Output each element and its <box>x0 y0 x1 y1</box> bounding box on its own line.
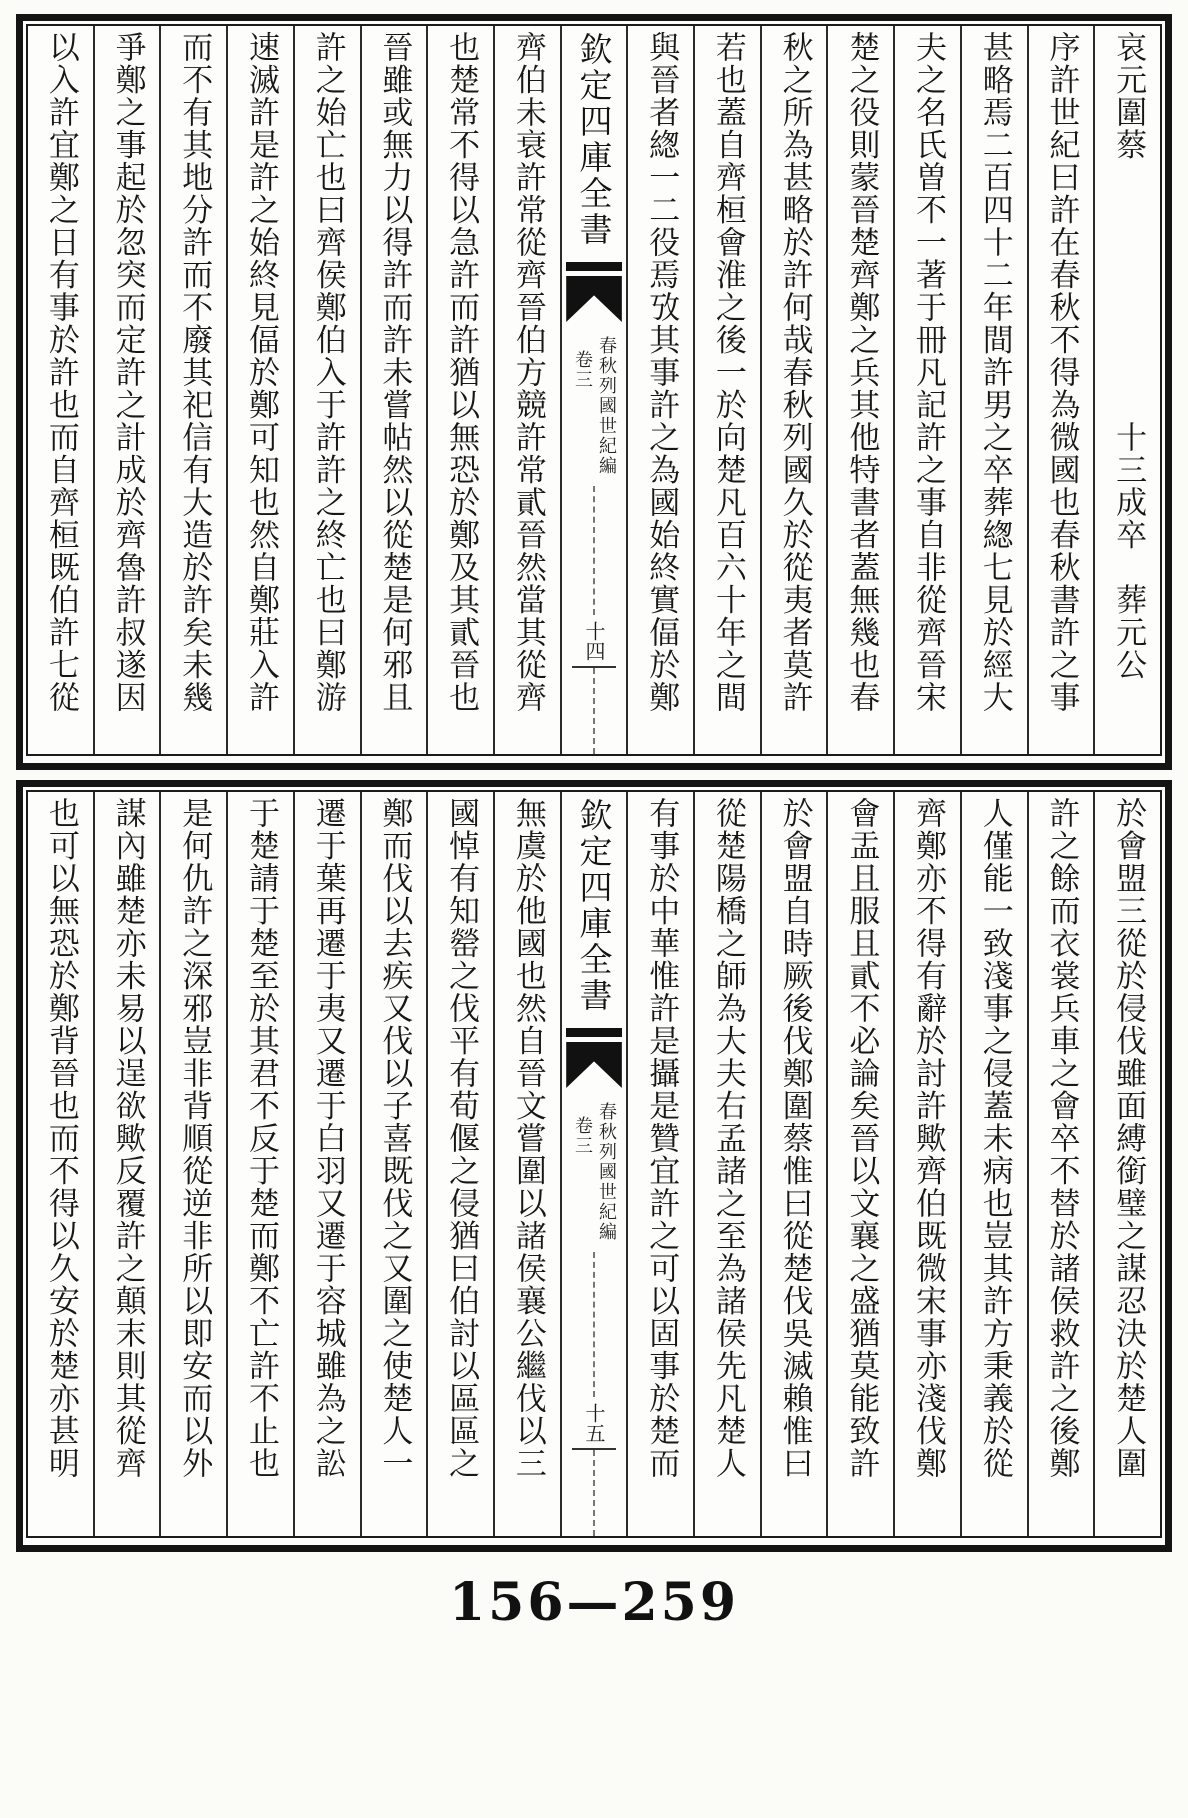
fold-line <box>593 1252 595 1397</box>
column-text: 人僅能一致淺事之侵蓋未病也豈其許方秉義於從 <box>976 797 1013 1480</box>
text-column <box>760 26 827 754</box>
text-column <box>1093 26 1160 754</box>
banxin-center-column <box>560 792 627 1536</box>
text-column <box>626 26 693 754</box>
text-column <box>293 792 360 1536</box>
column-text: 序許世紀曰許在春秋不得為微國也春秋書許之事 <box>1043 31 1080 714</box>
text-column <box>293 26 360 754</box>
text-column <box>426 26 493 754</box>
text-column <box>360 792 427 1536</box>
banxin-bar <box>566 262 622 271</box>
text-column <box>626 792 693 1536</box>
column-text: 而不有其地分許而不廢其祀信有大造於許矣未幾 <box>176 31 213 714</box>
column-text: 也可以無恐於鄭背晉也而不得以久安於楚亦甚明 <box>42 797 79 1480</box>
column-text: 也楚常不得以急許而許猶以無恐於鄭及其貳晉也 <box>443 31 480 714</box>
fold-line <box>593 668 595 754</box>
text-column <box>226 26 293 754</box>
fishtail-icon <box>566 1042 622 1088</box>
column-text: 於會盟自時厥後伐鄭圍蔡惟曰從楚伐吳滅賴惟曰 <box>776 797 813 1480</box>
column-text: 齊伯未衰許常從齊晉伯方競許常貳晉然當其從齊 <box>509 31 546 714</box>
text-column <box>93 26 160 754</box>
text-column <box>28 792 93 1536</box>
column-text: 以入許宜鄭之日有事於許也而自齊桓既伯許七從 <box>42 31 79 714</box>
text-column <box>493 792 560 1536</box>
juan-label: 卷三 <box>572 1116 594 1156</box>
text-column <box>226 792 293 1536</box>
text-column <box>93 792 160 1536</box>
text-column <box>693 792 760 1536</box>
column-text: 謀內雖楚亦未易以逞欲歟反覆許之顛末則其從齊 <box>109 797 146 1480</box>
text-column <box>1027 792 1094 1536</box>
text-column <box>826 792 893 1536</box>
fold-line <box>593 1450 595 1536</box>
fishtail-icon <box>566 276 622 322</box>
column-text: 晉雖或無力以得許而許未嘗帖然以從楚是何邪且 <box>376 31 413 714</box>
fold-line <box>593 486 595 615</box>
top-half-page <box>16 14 1172 770</box>
text-column <box>159 792 226 1536</box>
column-text: 若也蓋自齊桓會淮之後一於向楚凡百六十年之間 <box>709 31 746 714</box>
column-text: 秋之所為甚略於許何哉春秋列國久於從夷者莫許 <box>776 31 813 714</box>
column-text: 爭鄭之事起於忽突而定許之計成於齊魯許叔遂因 <box>109 31 146 714</box>
text-column <box>1027 26 1094 754</box>
column-text: 國悼有知罃之伐平有荀偃之侵猶曰伯討以區區之 <box>443 797 480 1480</box>
juan-label: 卷三 <box>572 350 594 390</box>
folio-number: 十四 <box>572 619 616 668</box>
column-text: 有事於中華惟許是攝是贊宜許之可以固事於楚而 <box>643 797 680 1480</box>
column-text: 是何仇許之深邪豈非背順從逆非所以即安而以外 <box>176 797 213 1480</box>
bottom-half-frame <box>26 790 1162 1538</box>
column-text: 哀元圍蔡 十三成卒 葬元公 <box>1110 31 1147 681</box>
folio-number: 十五 <box>572 1401 616 1450</box>
column-text: 無虞於他國也然自晉文嘗圍以諸侯襄公繼伐以三 <box>509 797 546 1480</box>
banxin-small-text <box>572 1102 618 1242</box>
text-column <box>893 792 960 1536</box>
siku-title: 欽定四庫全書 <box>574 798 614 1014</box>
top-half-frame <box>26 24 1162 756</box>
column-text: 遷于葉再遷于夷又遷于白羽又遷于容城雖為之訟 <box>309 797 346 1480</box>
book-title: 春秋列國世紀編 <box>596 1102 618 1242</box>
column-text: 于楚請于楚至於其君不反于楚而鄭不亡許不止也 <box>243 797 279 1480</box>
column-text: 許之始亡也曰齊侯鄭伯入于許許之終亡也曰鄭游 <box>309 31 346 714</box>
column-text: 與晉者緫一二役焉攷其事許之為國始終實偪於鄭 <box>643 31 680 714</box>
text-column <box>960 26 1027 754</box>
column-text: 許之餘而衣裳兵車之會卒不替於諸侯救許之後鄭 <box>1043 797 1080 1480</box>
text-column <box>826 26 893 754</box>
text-column <box>28 26 93 754</box>
column-text: 齊鄭亦不得有辭於討許歟齊伯既微宋事亦淺伐鄭 <box>910 797 947 1480</box>
text-column <box>760 792 827 1536</box>
column-text: 楚之役則蒙晉楚齊鄭之兵其他特書者蓋無幾也春 <box>843 31 880 714</box>
text-column <box>693 26 760 754</box>
bottom-half-page <box>16 780 1172 1552</box>
banxin-center-column <box>560 26 627 754</box>
text-column <box>159 26 226 754</box>
column-text: 於會盟三從於侵伐雖面縛銜璧之謀忍決於楚人圍 <box>1110 797 1147 1480</box>
book-title: 春秋列國世紀編 <box>596 336 618 476</box>
text-column <box>493 26 560 754</box>
siku-title: 欽定四庫全書 <box>574 32 614 248</box>
column-text: 速滅許是許之始終見偪於鄭可知也然自鄭莊入許 <box>243 31 279 714</box>
text-column <box>893 26 960 754</box>
footer-page-number: 156—259 <box>448 1572 740 1633</box>
column-text: 甚略焉二百四十二年間許男之卒葬緫七見於經大 <box>976 31 1013 714</box>
text-column <box>960 792 1027 1536</box>
banxin-bar <box>566 1028 622 1037</box>
text-column <box>360 26 427 754</box>
text-column <box>426 792 493 1536</box>
column-text: 會盂且服且貳不必論矣晉以文襄之盛猶莫能致許 <box>843 797 880 1480</box>
banxin-small-text <box>572 336 618 476</box>
column-text: 夫之名氏曽不一著于冊凡記許之事自非從齊晉宋 <box>910 31 947 714</box>
column-text: 從楚陽橋之師為大夫右孟諸之至為諸侯先凡楚人 <box>709 797 746 1480</box>
column-text: 鄭而伐以去疾又伐以子喜既伐之又圍之使楚人一 <box>376 797 413 1480</box>
text-column <box>1093 792 1160 1536</box>
